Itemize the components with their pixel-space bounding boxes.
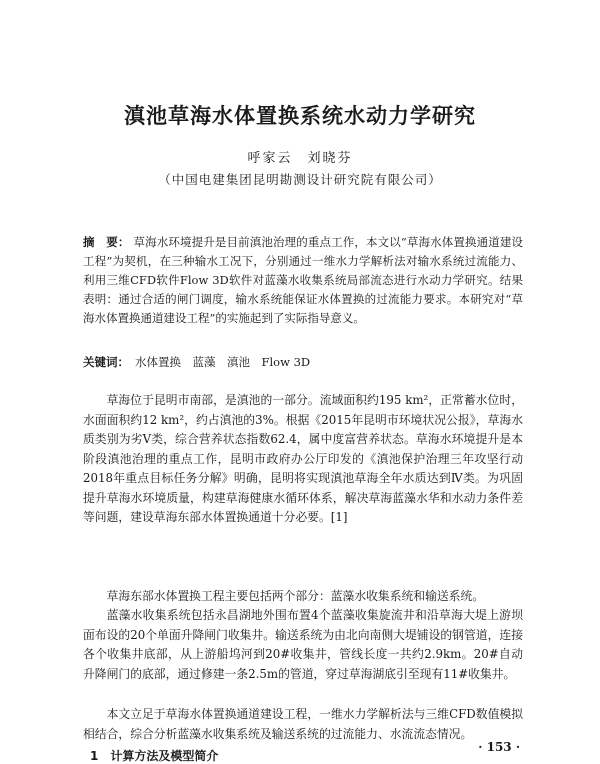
- page-number: · 153 ·: [478, 740, 520, 754]
- body-paragraph-2: [83, 587, 523, 607]
- paragraph-text: 草海位于昆明市南部，是滇池的一部分。流域面积约195 km²，正常蓄水位时，水面面积约12 km²，约占滇池的3%。根据《2015年昆明市环境状况公报》，草海水质类别为劣V类，综合营养状态指数62.4，属中度富营养状态。草海水环境提升是本阶段滇池治理的重点工作，昆明市政府办公厅印发的《滇池保护治理三年攻坚行动2018年重点目标任务分解》明确，昆明将实现滇池草海全年水质达到Ⅳ类。为巩固提升草海水环境质量，构建草海健康水循环体系，解决草海蓝藻水华和水动力条件差等问题，建设草海东部水体置换通道十分必要。[1]: [83, 393, 523, 524]
- section-title: 计算方法及模型简介: [110, 749, 219, 763]
- section-heading: [90, 747, 230, 764]
- keywords: [83, 353, 523, 372]
- body-paragraph-4: [83, 705, 523, 744]
- section-number: 1: [90, 749, 99, 763]
- affiliation: （中国电建集团昆明勘测设计研究院有限公司）: [158, 172, 442, 187]
- paper-title: 滇池草海水体置换系统水动力学研究: [124, 104, 476, 128]
- paragraph-text: 草海东部水体置换工程主要包括两个部分：蓝藻水收集系统和输送系统。: [106, 589, 485, 603]
- body-paragraph-3: [83, 606, 523, 684]
- abstract-text: 草海水环境提升是目前滇池治理的重点工作，本文以“草海水体置换通道建设工程”为契机，在三种输水工况下，分别通过一维水力学解析法对输水系统过流能力、利用三维CFD软件Flow 3D软件对蓝藻水收集系统局部流态进行水动力学研究。结果表明：通过合适的闸门调度，输水系统能保证水体置换的过流能力要求。本研究对“草海水体置换通道建设工程”的实施起到了实际指导意义。: [83, 235, 523, 325]
- abstract: [83, 233, 523, 328]
- abstract-label: 摘 要：: [83, 235, 130, 249]
- authors: 呼家云 刘晓芬: [247, 151, 353, 166]
- keywords-text: 水体置换 蓝藻 滇池 Flow 3D: [135, 355, 311, 369]
- body-paragraph-1: [83, 391, 523, 528]
- paragraph-text: 本文立足于草海水体置换通道建设工程，一维水力学解析法与三维CFD数值模拟相结合，综合分析蓝藻水收集系统及输送系统的过流能力、水流流态情况。: [83, 707, 523, 741]
- keywords-label: 关键词：: [83, 355, 129, 369]
- paragraph-text: 蓝藻水收集系统包括永昌湖地外围布置4个蓝藻收集旋流井和沿草海大堤上游坝面布设的20个单面升降闸门收集井。输送系统为由北向南侧大堤铺设的钢管道，连接各个收集井底部，从上游船坞河到20#收集井，管线长度一共约2.9km。20#自动升降闸门的底部，通过修建一条2.5m的管道，穿过草海湖底引至现有11#收集井。: [83, 608, 523, 681]
